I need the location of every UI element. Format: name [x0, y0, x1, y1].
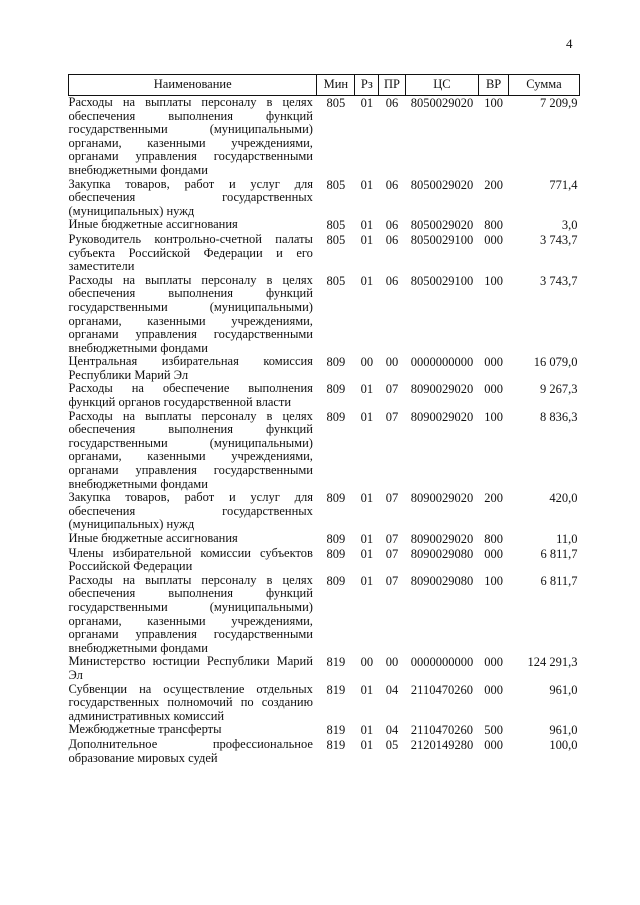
row-pr: 07 [385, 409, 399, 424]
row-sum: 420,0 [549, 491, 578, 506]
row-rz: 01 [360, 177, 374, 192]
row-sum: 961,0 [549, 682, 578, 697]
row-vr: 800 [484, 218, 503, 233]
row-min: 819 [326, 723, 346, 738]
row-pr: 04 [385, 723, 399, 738]
row-sum: 3 743,7 [540, 232, 578, 247]
row-cs: 2120149280 [410, 737, 474, 752]
table-row [69, 723, 580, 738]
row-rz: 01 [360, 723, 374, 738]
row-min: 819 [326, 682, 346, 697]
table-row [69, 532, 580, 547]
table-row [69, 178, 580, 219]
row-min: 805 [326, 273, 346, 288]
row-rz: 01 [360, 409, 374, 424]
row-min: 809 [326, 382, 346, 397]
row-min: 809 [326, 409, 346, 424]
row-cs: 2110470260 [410, 682, 473, 697]
row-vr: 100 [484, 573, 503, 588]
row-vr: 100 [484, 96, 503, 110]
table-row [69, 738, 580, 765]
row-pr: 07 [385, 491, 399, 506]
row-rz: 01 [360, 737, 374, 752]
row-name: Расходы на выплаты персоналу в целях обеспечения выполнения функций государственными (муниципальными) органами, казенными учреждениями, органами управления государственными внебюджетными фондами [68, 272, 313, 355]
row-vr: 000 [484, 232, 503, 247]
row-pr: 07 [385, 546, 399, 561]
row-name: Расходы на выплаты персоналу в целях обеспечения выполнения функций государственными (муниципальными) органами, казенными учреждениями, органами управления государственными внебюджетными фондами [68, 408, 313, 491]
row-name: Межбюджетные трансферты [68, 722, 222, 737]
header-pr: ПР [379, 75, 405, 96]
header-cs: ЦС [405, 75, 479, 96]
row-sum: 100,0 [549, 737, 578, 752]
row-name: Иные бюджетные ассигнования [68, 217, 238, 232]
header-rz: Рз [355, 75, 379, 96]
table-row [69, 233, 580, 274]
row-sum: 7 209,9 [540, 96, 578, 110]
row-name: Расходы на выплаты персоналу в целях обеспечения выполнения функций государственными (муниципальными) органами, казенными учреждениями, органами управления государственными внебюджетными фондами [68, 572, 313, 655]
row-rz: 01 [360, 682, 374, 697]
row-rz: 01 [360, 573, 374, 588]
row-rz: 01 [360, 96, 374, 110]
row-vr: 000 [484, 355, 503, 370]
row-cs: 8090029080 [410, 573, 474, 588]
row-min: 809 [326, 532, 346, 546]
table-row [69, 491, 580, 532]
budget-table [68, 74, 580, 765]
row-pr: 00 [385, 355, 399, 370]
row-pr: 06 [385, 218, 399, 233]
row-min: 809 [326, 573, 346, 588]
row-name: Закупка товаров, работ и услуг для обеспечения государственных (муниципальных) нужд [68, 490, 313, 532]
row-rz: 01 [360, 491, 374, 506]
row-sum: 11,0 [556, 532, 578, 546]
row-sum: 961,0 [549, 723, 578, 738]
row-min: 819 [326, 737, 346, 752]
row-vr: 000 [484, 382, 503, 397]
row-rz: 01 [360, 546, 374, 561]
row-rz: 01 [360, 232, 374, 247]
row-cs: 8050029020 [410, 218, 474, 233]
row-sum: 6 811,7 [540, 573, 578, 588]
header-min: Мин [317, 75, 355, 96]
table-row [69, 274, 580, 356]
row-name: Руководитель контрольно-счетной палаты субъекта Российской Федерации и его заместители [68, 231, 313, 274]
table-row [69, 655, 580, 682]
row-vr: 200 [484, 491, 503, 506]
table-row [69, 410, 580, 492]
row-rz: 00 [360, 655, 374, 670]
table-row [69, 382, 580, 409]
row-name: Иные бюджетные ассигнования [68, 531, 238, 545]
row-min: 805 [326, 218, 346, 233]
row-cs: 2110470260 [410, 723, 473, 738]
row-name: Субвенции на осуществление отдельных государственных полномочий по созданию административных комиссий [68, 681, 313, 723]
row-vr: 000 [484, 682, 503, 697]
table-row [69, 683, 580, 724]
row-name: Центральная избирательная комиссия Республики Марий Эл [68, 354, 313, 382]
row-pr: 04 [385, 682, 399, 697]
table-header-row [69, 75, 580, 96]
row-sum: 3,0 [561, 218, 578, 233]
row-cs: 0000000000 [410, 355, 474, 370]
page-number: 4 [566, 36, 573, 51]
row-min: 809 [326, 355, 346, 370]
row-rz: 01 [360, 382, 374, 397]
header-vr: ВР [479, 75, 509, 96]
row-cs: 8090029020 [410, 382, 474, 397]
row-cs: 8090029080 [410, 546, 474, 561]
table-row [69, 547, 580, 574]
row-vr: 000 [484, 546, 503, 561]
table-row [69, 355, 580, 382]
row-name: Расходы на обеспечение выполнения функций органов государственной власти [68, 381, 313, 410]
row-rz: 01 [360, 273, 374, 288]
row-pr: 05 [385, 737, 399, 752]
row-sum: 124 291,3 [527, 655, 578, 670]
row-pr: 06 [385, 232, 399, 247]
row-min: 805 [326, 96, 346, 110]
row-rz: 01 [360, 218, 374, 233]
row-vr: 000 [484, 737, 503, 752]
row-sum: 3 743,7 [540, 273, 578, 288]
row-cs: 8090029020 [410, 409, 474, 424]
row-rz: 01 [360, 532, 374, 546]
row-sum: 771,4 [549, 177, 578, 192]
row-pr: 07 [385, 532, 399, 546]
header-sum: Сумма [508, 75, 579, 96]
row-cs: 8050029020 [410, 177, 474, 192]
row-pr: 07 [385, 573, 399, 588]
row-pr: 06 [385, 177, 399, 192]
row-name: Министерство юстиции Республики Марий Эл [68, 654, 313, 682]
row-name: Расходы на выплаты персоналу в целях обеспечения выполнения функций государственными (муниципальными) органами, казенными учреждениями, органами управления государственными внебюджетными фондами [68, 95, 313, 177]
table-row [69, 96, 580, 178]
row-sum: 16 079,0 [533, 355, 578, 370]
row-min: 809 [326, 491, 346, 506]
row-cs: 8090029020 [410, 532, 474, 546]
row-name: Члены избирательной комиссии субъектов Российской Федерации [68, 545, 313, 574]
row-rz: 00 [360, 355, 374, 370]
row-min: 805 [326, 177, 346, 192]
row-vr: 500 [484, 723, 503, 738]
row-cs: 0000000000 [410, 655, 474, 670]
row-cs: 8050029100 [410, 273, 474, 288]
row-pr: 06 [385, 96, 399, 110]
row-sum: 8 836,3 [540, 409, 578, 424]
table-row [69, 218, 580, 233]
table-row [69, 574, 580, 656]
row-cs: 8050029100 [410, 232, 474, 247]
row-min: 805 [326, 232, 346, 247]
row-vr: 100 [484, 273, 503, 288]
table-body [69, 96, 580, 766]
row-vr: 100 [484, 409, 503, 424]
row-pr: 00 [385, 655, 399, 670]
row-sum: 9 267,3 [540, 382, 578, 397]
row-name: Дополнительное профессиональное образование мировых судей [68, 736, 313, 765]
row-sum: 6 811,7 [540, 546, 578, 561]
row-name: Закупка товаров, работ и услуг для обеспечения государственных (муниципальных) нужд [68, 176, 313, 218]
row-vr: 200 [484, 177, 503, 192]
header-name: Наименование [69, 75, 317, 96]
row-vr: 000 [484, 655, 503, 670]
row-pr: 06 [385, 273, 399, 288]
row-vr: 800 [484, 532, 503, 546]
row-min: 819 [326, 655, 346, 670]
row-pr: 07 [385, 382, 399, 397]
row-cs: 8050029020 [410, 96, 474, 110]
row-min: 809 [326, 546, 346, 561]
row-cs: 8090029020 [410, 491, 474, 506]
